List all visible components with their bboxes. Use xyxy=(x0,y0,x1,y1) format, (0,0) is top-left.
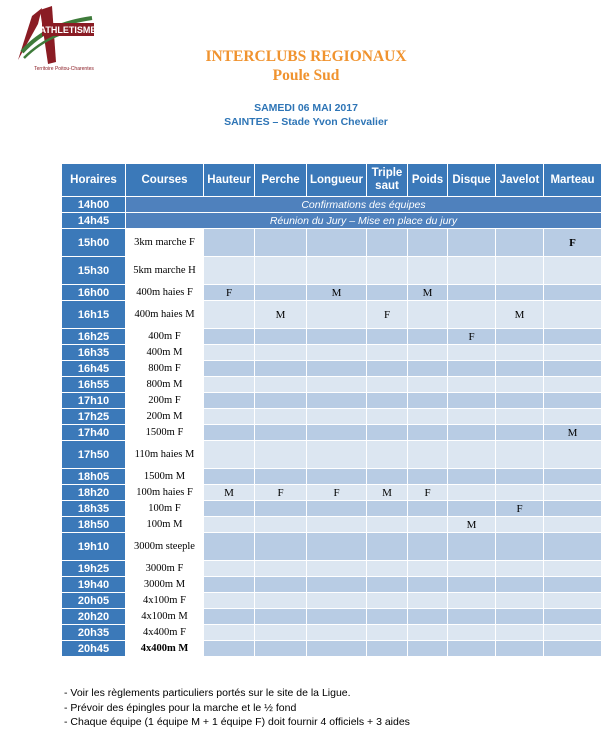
event-cell xyxy=(408,517,448,533)
event-cell xyxy=(255,345,307,361)
event-cell xyxy=(367,561,408,577)
table-row xyxy=(62,425,602,441)
table-row xyxy=(62,609,602,625)
event-cell: F xyxy=(307,485,367,501)
event-cell xyxy=(307,409,367,425)
time-cell: 14h45 xyxy=(62,213,126,229)
course-cell: 110m haies M xyxy=(126,441,204,469)
event-cell xyxy=(496,329,544,345)
event-cell xyxy=(408,409,448,425)
event-cell xyxy=(496,345,544,361)
event-cell xyxy=(408,393,448,409)
event-cell xyxy=(408,609,448,625)
event-cell xyxy=(448,501,496,517)
event-cell xyxy=(307,377,367,393)
event-cell xyxy=(204,625,255,641)
event-cell xyxy=(204,361,255,377)
event-cell xyxy=(307,257,367,285)
event-cell xyxy=(204,641,255,657)
time-cell: 17h10 xyxy=(62,393,126,409)
event-cell xyxy=(408,533,448,561)
event-cell xyxy=(307,593,367,609)
course-cell: 3000m F xyxy=(126,561,204,577)
table-row xyxy=(62,197,602,213)
course-cell: 3000m steeple xyxy=(126,533,204,561)
course-cell: 400m M xyxy=(126,345,204,361)
event-cell xyxy=(448,609,496,625)
event-cell xyxy=(544,533,602,561)
event-cell xyxy=(408,229,448,257)
event-cell xyxy=(448,625,496,641)
table-row xyxy=(62,577,602,593)
event-cell xyxy=(448,593,496,609)
time-cell: 20h35 xyxy=(62,625,126,641)
event-cell xyxy=(448,441,496,469)
event-cell xyxy=(255,229,307,257)
event-cell xyxy=(448,345,496,361)
event-cell xyxy=(255,441,307,469)
event-cell xyxy=(255,469,307,485)
table-row xyxy=(62,641,602,657)
event-cell xyxy=(496,425,544,441)
course-cell: 100m haies F xyxy=(126,485,204,501)
span-cell: Réunion du Jury – Mise en place du jury xyxy=(126,213,602,229)
table-row xyxy=(62,301,602,329)
time-cell: 16h45 xyxy=(62,361,126,377)
event-cell xyxy=(496,577,544,593)
course-cell: 800m M xyxy=(126,377,204,393)
event-cell xyxy=(496,517,544,533)
event-cell xyxy=(204,441,255,469)
time-cell: 14h00 xyxy=(62,197,126,213)
event-cell xyxy=(408,641,448,657)
event-cell xyxy=(307,501,367,517)
table-row xyxy=(62,409,602,425)
event-cell: M xyxy=(255,301,307,329)
schedule-table xyxy=(61,163,602,657)
event-cell xyxy=(255,361,307,377)
course-cell: 4x400m F xyxy=(126,625,204,641)
event-cell xyxy=(496,641,544,657)
event-cell xyxy=(448,361,496,377)
table-row xyxy=(62,345,602,361)
note-line: - Chaque équipe (1 équipe M + 1 équipe F) doit fournir 4 officiels + 3 aides xyxy=(64,716,410,728)
table-row xyxy=(62,257,602,285)
event-cell xyxy=(367,641,408,657)
event-cell xyxy=(408,561,448,577)
event-cell xyxy=(307,609,367,625)
event-cell xyxy=(307,533,367,561)
event-cell xyxy=(496,533,544,561)
table-row xyxy=(62,469,602,485)
event-cell xyxy=(408,501,448,517)
event-cell xyxy=(544,257,602,285)
event-cell xyxy=(307,361,367,377)
course-cell: 4x100m M xyxy=(126,609,204,625)
event-cell xyxy=(448,285,496,301)
event-cell xyxy=(448,425,496,441)
course-cell: 100m M xyxy=(126,517,204,533)
event-cell xyxy=(367,625,408,641)
table-row xyxy=(62,393,602,409)
time-cell: 18h05 xyxy=(62,469,126,485)
event-cell xyxy=(448,229,496,257)
event-cell xyxy=(496,441,544,469)
event-cell xyxy=(367,361,408,377)
event-cell xyxy=(448,469,496,485)
event-cell xyxy=(496,625,544,641)
event-cell xyxy=(367,377,408,393)
event-cell xyxy=(448,561,496,577)
event-cell xyxy=(204,577,255,593)
event-cell xyxy=(367,229,408,257)
event-cell xyxy=(408,469,448,485)
event-cell xyxy=(204,469,255,485)
time-cell: 16h55 xyxy=(62,377,126,393)
event-cell xyxy=(544,517,602,533)
event-cell xyxy=(367,285,408,301)
event-cell xyxy=(496,257,544,285)
event-cell xyxy=(448,641,496,657)
event-cell xyxy=(544,577,602,593)
table-row xyxy=(62,329,602,345)
event-cell xyxy=(448,393,496,409)
time-cell: 16h00 xyxy=(62,285,126,301)
event-cell xyxy=(255,501,307,517)
event-cell xyxy=(496,609,544,625)
event-cell xyxy=(204,301,255,329)
notes xyxy=(64,686,410,730)
event-cell xyxy=(307,329,367,345)
event-cell xyxy=(544,469,602,485)
event-cell xyxy=(255,393,307,409)
event-cell xyxy=(408,361,448,377)
event-cell xyxy=(544,441,602,469)
event-cell xyxy=(307,425,367,441)
col-header: Poids xyxy=(408,164,448,197)
event-cell xyxy=(408,345,448,361)
time-cell: 18h35 xyxy=(62,501,126,517)
event-cell xyxy=(307,577,367,593)
event-cell xyxy=(307,301,367,329)
table-row xyxy=(62,625,602,641)
event-cell xyxy=(496,229,544,257)
event-cell xyxy=(367,345,408,361)
event-cell xyxy=(367,517,408,533)
time-cell: 20h20 xyxy=(62,609,126,625)
event-cell: F xyxy=(204,285,255,301)
course-cell: 200m F xyxy=(126,393,204,409)
event-cell: M xyxy=(367,485,408,501)
event-cell xyxy=(448,257,496,285)
event-cell xyxy=(544,593,602,609)
event-cell xyxy=(367,425,408,441)
event-cell: M xyxy=(204,485,255,501)
table-row xyxy=(62,213,602,229)
time-cell: 17h25 xyxy=(62,409,126,425)
event-cell: F xyxy=(496,501,544,517)
event-cell: M xyxy=(496,301,544,329)
event-cell xyxy=(367,593,408,609)
event-cell xyxy=(544,345,602,361)
event-cell xyxy=(496,393,544,409)
event-cell xyxy=(255,257,307,285)
course-cell: 1500m F xyxy=(126,425,204,441)
course-cell: 4x100m F xyxy=(126,593,204,609)
event-cell xyxy=(307,641,367,657)
event-date: SAMEDI 06 MAI 2017 xyxy=(254,102,358,114)
col-header: Disque xyxy=(448,164,496,197)
event-cell xyxy=(544,393,602,409)
time-cell: 17h50 xyxy=(62,441,126,469)
event-cell xyxy=(367,409,408,425)
table-row xyxy=(62,517,602,533)
event-cell xyxy=(367,609,408,625)
event-cell xyxy=(307,561,367,577)
event-cell xyxy=(255,641,307,657)
course-cell: 3km marche F xyxy=(126,229,204,257)
event-cell xyxy=(255,533,307,561)
event-cell xyxy=(255,409,307,425)
event-cell xyxy=(255,561,307,577)
course-cell: 100m F xyxy=(126,501,204,517)
event-cell xyxy=(367,533,408,561)
event-cell xyxy=(408,593,448,609)
span-cell: Confirmations des équipes xyxy=(126,197,602,213)
event-cell xyxy=(367,577,408,593)
logo-brand-text: ATHLETISME xyxy=(39,25,97,35)
event-cell xyxy=(204,393,255,409)
event-cell xyxy=(496,409,544,425)
table-row xyxy=(62,441,602,469)
event-cell xyxy=(255,517,307,533)
event-cell xyxy=(408,625,448,641)
event-cell xyxy=(204,561,255,577)
event-cell xyxy=(544,285,602,301)
event-cell xyxy=(367,441,408,469)
event-cell xyxy=(496,469,544,485)
event-cell xyxy=(408,301,448,329)
time-cell: 20h05 xyxy=(62,593,126,609)
course-cell: 400m F xyxy=(126,329,204,345)
title-line2: Poule Sud xyxy=(272,67,340,84)
event-cell xyxy=(367,501,408,517)
title-line1: INTERCLUBS REGIONAUX xyxy=(205,48,407,65)
event-cell xyxy=(204,377,255,393)
time-cell: 18h20 xyxy=(62,485,126,501)
event-cell xyxy=(544,625,602,641)
event-cell xyxy=(496,561,544,577)
course-cell: 1500m M xyxy=(126,469,204,485)
event-cell xyxy=(367,257,408,285)
event-cell xyxy=(408,329,448,345)
table-row xyxy=(62,533,602,561)
event-cell xyxy=(204,533,255,561)
event-cell xyxy=(408,377,448,393)
event-cell xyxy=(544,361,602,377)
event-cell xyxy=(448,377,496,393)
col-header: Hauteur xyxy=(204,164,255,197)
event-cell xyxy=(367,469,408,485)
event-cell xyxy=(204,593,255,609)
event-cell xyxy=(204,425,255,441)
course-cell: 800m F xyxy=(126,361,204,377)
event-cell xyxy=(496,377,544,393)
event-cell xyxy=(307,229,367,257)
time-cell: 19h25 xyxy=(62,561,126,577)
col-header: Horaires xyxy=(62,164,126,197)
col-header: Perche xyxy=(255,164,307,197)
logo-subtitle-text: Territoire Poitou-Charentes xyxy=(34,66,94,72)
event-cell xyxy=(307,625,367,641)
event-cell xyxy=(255,285,307,301)
event-cell: M xyxy=(448,517,496,533)
event-cell xyxy=(544,641,602,657)
event-cell: M xyxy=(307,285,367,301)
col-header: Marteau xyxy=(544,164,602,197)
table-row xyxy=(62,229,602,257)
event-cell xyxy=(307,345,367,361)
note-line: - Voir les règlements particuliers portés sur le site de la Ligue. xyxy=(64,687,351,699)
event-cell xyxy=(544,485,602,501)
time-cell: 18h50 xyxy=(62,517,126,533)
col-header: Courses xyxy=(126,164,204,197)
event-cell xyxy=(204,345,255,361)
event-cell: F xyxy=(544,229,602,257)
time-cell: 19h10 xyxy=(62,533,126,561)
event-cell xyxy=(204,517,255,533)
event-cell: M xyxy=(544,425,602,441)
event-cell xyxy=(255,609,307,625)
event-cell xyxy=(496,593,544,609)
event-cell xyxy=(448,485,496,501)
event-cell xyxy=(408,577,448,593)
event-cell xyxy=(408,425,448,441)
table-row xyxy=(62,285,602,301)
time-cell: 15h30 xyxy=(62,257,126,285)
event-cell xyxy=(448,577,496,593)
table-row xyxy=(62,377,602,393)
time-cell: 15h00 xyxy=(62,229,126,257)
event-cell xyxy=(307,393,367,409)
course-cell: 400m haies F xyxy=(126,285,204,301)
event-cell xyxy=(408,441,448,469)
event-cell: F xyxy=(408,485,448,501)
table-row xyxy=(62,485,602,501)
event-cell xyxy=(544,301,602,329)
event-cell: F xyxy=(255,485,307,501)
table-row xyxy=(62,361,602,377)
course-cell: 4x400m M xyxy=(126,641,204,657)
event-cell: F xyxy=(367,301,408,329)
time-cell: 17h40 xyxy=(62,425,126,441)
course-cell: 200m M xyxy=(126,409,204,425)
event-cell xyxy=(204,257,255,285)
time-cell: 20h45 xyxy=(62,641,126,657)
event-cell xyxy=(496,485,544,501)
event-cell xyxy=(544,409,602,425)
event-cell xyxy=(255,593,307,609)
table-row xyxy=(62,561,602,577)
event-cell xyxy=(448,301,496,329)
time-cell: 16h25 xyxy=(62,329,126,345)
event-cell: M xyxy=(408,285,448,301)
event-cell xyxy=(367,393,408,409)
note-line: - Prévoir des épingles pour la marche et le ½ fond xyxy=(64,701,297,714)
event-cell xyxy=(408,257,448,285)
event-cell xyxy=(204,501,255,517)
event-cell xyxy=(367,329,408,345)
event-cell xyxy=(448,409,496,425)
event-cell xyxy=(204,409,255,425)
event-cell xyxy=(544,329,602,345)
event-cell xyxy=(544,501,602,517)
table-row xyxy=(62,593,602,609)
event-cell xyxy=(204,229,255,257)
event-cell xyxy=(255,425,307,441)
event-cell xyxy=(255,625,307,641)
event-cell xyxy=(255,577,307,593)
col-header: Triple saut xyxy=(367,164,408,197)
event-cell xyxy=(255,377,307,393)
event-cell xyxy=(307,441,367,469)
event-cell xyxy=(544,377,602,393)
col-header: Longueur xyxy=(307,164,367,197)
event-venue: SAINTES – Stade Yvon Chevalier xyxy=(224,116,388,128)
event-cell xyxy=(255,329,307,345)
time-cell: 16h35 xyxy=(62,345,126,361)
course-cell: 5km marche H xyxy=(126,257,204,285)
header-row xyxy=(62,164,602,197)
event-cell: F xyxy=(448,329,496,345)
course-cell: 3000m M xyxy=(126,577,204,593)
event-cell xyxy=(448,533,496,561)
event-cell xyxy=(496,361,544,377)
time-cell: 16h15 xyxy=(62,301,126,329)
event-cell xyxy=(544,609,602,625)
event-cell xyxy=(204,329,255,345)
table-row xyxy=(62,501,602,517)
course-cell: 400m haies M xyxy=(126,301,204,329)
event-cell xyxy=(544,561,602,577)
col-header: Javelot xyxy=(496,164,544,197)
event-cell xyxy=(307,469,367,485)
event-cell xyxy=(496,285,544,301)
event-cell xyxy=(204,609,255,625)
time-cell: 19h40 xyxy=(62,577,126,593)
event-cell xyxy=(307,517,367,533)
